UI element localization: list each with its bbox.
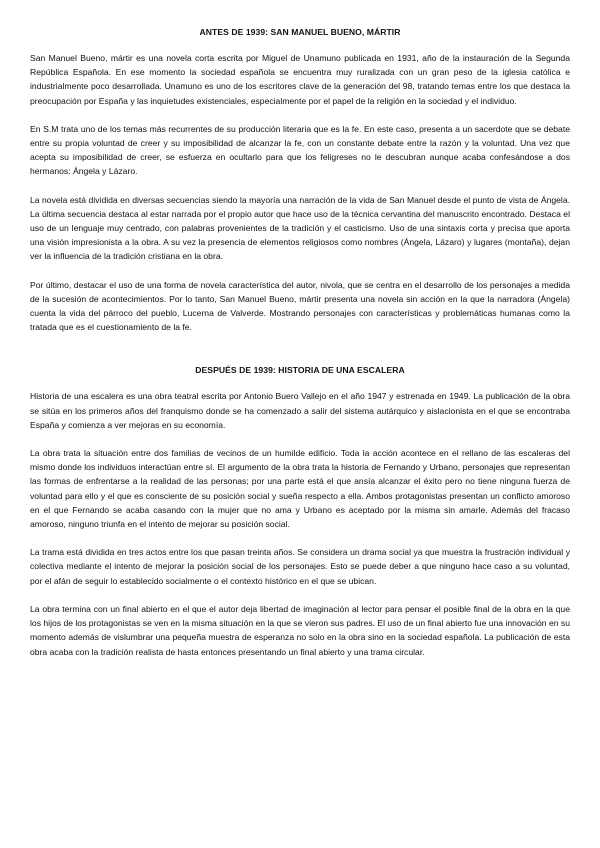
paragraph: San Manuel Bueno, mártir es una novela corta escrita por Miguel de Unamuno publicada en 1931, año de la instauración de la Segunda República Española. En ese momento la sociedad española se encuentra muy ruralizada con un gran peso de la iglesia católica e industrialmente poco desarrollada. Unamuno es uno de los escritores clave de la generación del 98, tratando temas entre los que destaca la preocupación por España y las inquietudes existenciales, especialmente por el papel de la religión en la sociedad y el individuo. (30, 53, 570, 106)
paragraph: En S.M trata uno de los temas más recurrentes de su producción literaria que es la fe. En este caso, presenta a un sacerdote que se debate entre su propia voluntad de creer y su imposibilidad de alcanzar la fe, con un constante debate entre la razón y la voluntad. Una vez que acepta su imposibilidad de creer, se esfuerza en ocultarlo para que los feligreses no le descubran aunque acaba confesándose a dos hermanos: Ángela y Lázaro. (30, 123, 570, 177)
section-historia-de-una-escalera (30, 364, 570, 658)
paragraph: La trama está dividida en tres actos entre los que pasan treinta años. Se considera un drama social ya que muestra la frustración individual y colectiva mediante el intento de mejorar la posición social de los personajes. Esto se puede deber a que ninguno hace caso a su voluntad, por el afán de seguir lo establecido socialmente o el contexto histórico en el que se ubican. (30, 547, 570, 586)
section-title: ANTES DE 1939: SAN MANUEL BUENO, MÁRTIR (199, 27, 401, 37)
paragraph: Historia de una escalera es una obra teatral escrita por Antonio Buero Vallejo en el año 1947 y estrenada en 1949. La publicación de la obra se sitúa en los primeros años del franquismo donde se ha comenzado a salir del sistema autárquico y aislacionista en el que se encontraba España y comienza a ver mejoras en su economía. (30, 391, 570, 430)
paragraph: La obra termina con un final abierto en el que el autor deja libertad de imaginación al lector para pensar el posible final de la obra en la que los hijos de los protagonistas se ven en la misma situación en la que se vieron sus padres. El uso de un final abierto fue una innovación en su momento además de vislumbrar una pequeña muestra de esperanza no solo en la obra sino en la sociedad española. La publicación de esta obra acaba con la tradición realista de hasta entonces presentando un final abierto y una trama circular. (30, 603, 570, 657)
section-title: DESPUÉS DE 1939: HISTORIA DE UNA ESCALERA (195, 365, 405, 376)
paragraph: La obra trata la situación entre dos familias de vecinos de un humilde edificio. Toda la acción acontece en el rellano de las escaleras del mismo donde los individuos interactúan entre sí. El argumento de la obra trata la historia de Fernando y Urbano, personajes que representan las formas de enfrentarse a la realidad de las personas; por una parte está el que ansía alcanzar el éxito pero no tiene ninguna fuerza de voluntad para ello y el que es consciente de su posición social y sueña respecto a ella. Ambos protagonistas presentan un conflicto amoroso en el que Fernando se acaba casando con la mujer que no ama y Urbano es aceptado por la misma sin amarle. Además del fracaso amoroso, ninguno triunfa en el intento de mejorar su posición social. (30, 448, 570, 530)
section-spacer (30, 348, 570, 364)
section-san-manuel-bueno (30, 26, 570, 334)
paragraph: La novela está dividida en diversas secuencias siendo la mayoría una narración de la vida de San Manuel desde el punto de vista de Ángela. La última secuencia destaca al estar narrada por el propio autor que hace uso de la técnica cervantina del manuscrito encontrado. Destaca el uso de un lenguaje muy centrado, con palabras provenientes de la tradición y el casticismo. Uso de una sintaxis corta y precisa que aporta una visión impresionista a la obra. A su vez la presencia de elementos religiosos como nombres (Ángela, Lázaro) y lugares (montaña), dejan ver la influencia de la tradición cristiana en la obra. (30, 194, 570, 262)
paragraph: Por último, destacar el uso de una forma de novela característica del autor, nivola, que se centra en el desarrollo de los personajes a medida de la sucesión de acontecimientos. Por lo tanto, San Manuel Bueno, mártir presenta una novela sin acción en la que la narradora (Ángela) cuenta la vida del párroco del pueblo, Lucerna de Valverde. Mostrando personajes con características y problemáticas humanas como la tratada que es el cuestionamiento de la fe. (30, 279, 570, 333)
